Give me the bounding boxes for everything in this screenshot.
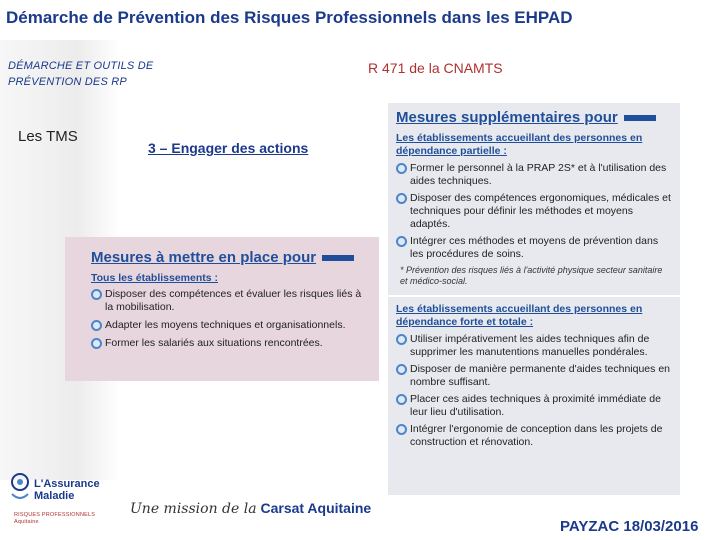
action-heading: 3 – Engager des actions — [148, 140, 309, 156]
list-item — [396, 162, 672, 188]
sidebar-item-tms[interactable]: Les TMS — [18, 128, 78, 145]
footnote: * Prévention des risques liés à l'activité physique secteur sanitaire et médico-social. — [400, 265, 663, 286]
mission-org: Carsat Aquitaine — [260, 500, 372, 516]
list-item — [91, 337, 367, 350]
page-title: Démarche de Prévention des Risques Professionnels dans les EHPAD — [6, 8, 573, 27]
logo-emblem-icon — [8, 472, 32, 502]
bullet-icon — [396, 193, 407, 204]
subtitle-line-1: DÉMARCHE ET OUTILS DE — [8, 60, 154, 72]
bullet-icon — [396, 334, 407, 345]
logo-name — [34, 478, 100, 502]
mission-prefix: Une mission de la — [130, 501, 257, 517]
bullet-icon — [396, 236, 407, 247]
logo-name-line-2: Maladie — [34, 490, 75, 502]
bullet-icon — [396, 163, 407, 174]
list-item — [396, 192, 672, 231]
bullet-icon — [396, 424, 407, 435]
group-heading-total: Les établissements accueillant des personnes en dépendance forte et totale : — [396, 303, 643, 328]
heading-bar-decoration — [624, 115, 656, 121]
card-heading-text: Mesures supplémentaires pour — [396, 109, 618, 126]
measures-card-additional — [388, 103, 680, 495]
list-item-text: Utiliser impérativement les aides techniques afin de supprimer les manutentions manuelles pondérales. — [410, 333, 650, 358]
reference-label: R 471 de la CNAMTS — [368, 60, 503, 76]
total-dependency-list — [396, 333, 672, 449]
list-item — [91, 288, 367, 314]
bullet-icon — [91, 289, 102, 300]
bullet-icon — [396, 364, 407, 375]
card-subheading: Tous les établissements : — [91, 272, 219, 284]
list-item-text: Disposer des compétences et évaluer les risques liés à la mobilisation. — [105, 288, 362, 313]
card-heading-text: Mesures à mettre en place pour — [91, 249, 317, 266]
list-item-text: Former le personnel à la PRAP 2S* et à l'utilisation des aides techniques. — [410, 162, 667, 187]
list-item — [396, 333, 672, 359]
logo-subtitle — [14, 512, 95, 526]
assurance-maladie-logo — [6, 470, 106, 532]
list-item — [396, 235, 672, 261]
card-heading — [396, 109, 672, 126]
card-heading — [91, 249, 367, 266]
section-subtitle — [8, 58, 188, 90]
partial-dependency-list — [396, 162, 672, 261]
footer-date: PAYZAC 18/03/2016 — [560, 518, 699, 535]
divider — [388, 295, 680, 297]
list-item-text: Disposer des compétences ergonomiques, médicales et techniques pour définir les méthodes et moyens adaptés. — [410, 192, 671, 230]
list-item-text: Placer ces aides techniques à proximité immédiate de leur lieu d'utilisation. — [410, 393, 661, 418]
bullet-icon — [396, 394, 407, 405]
list-item — [396, 393, 672, 419]
list-item — [396, 423, 672, 449]
logo-name-line-1: L'Assurance — [34, 478, 100, 490]
list-item-text: Intégrer ces méthodes et moyens de prévention dans les procédures de soins. — [410, 235, 659, 260]
bullet-icon — [91, 320, 102, 331]
list-item — [91, 319, 367, 332]
list-item-text: Adapter les moyens techniques et organisationnels. — [105, 319, 346, 331]
bullet-icon — [91, 338, 102, 349]
logo-sub-line-1: RISQUES PROFESSIONNELS — [14, 512, 96, 518]
list-item-text: Disposer de manière permanente d'aides techniques en nombre suffisant. — [410, 363, 670, 388]
group-heading-partial: Les établissements accueillant des personnes en dépendance partielle : — [396, 132, 643, 157]
list-item — [396, 363, 672, 389]
logo-sub-line-2: Aquitaine — [14, 519, 39, 525]
list-item-text: Intégrer l'ergonomie de conception dans les projets de construction et rénovation. — [410, 423, 663, 448]
list-item-text: Former les salariés aux situations rencontrées. — [105, 337, 323, 349]
heading-bar-decoration — [322, 255, 354, 261]
mission-tagline — [130, 500, 371, 517]
subtitle-line-2: PRÉVENTION DES RP — [8, 76, 127, 88]
measures-card-all — [65, 237, 379, 381]
measures-list — [91, 288, 367, 350]
